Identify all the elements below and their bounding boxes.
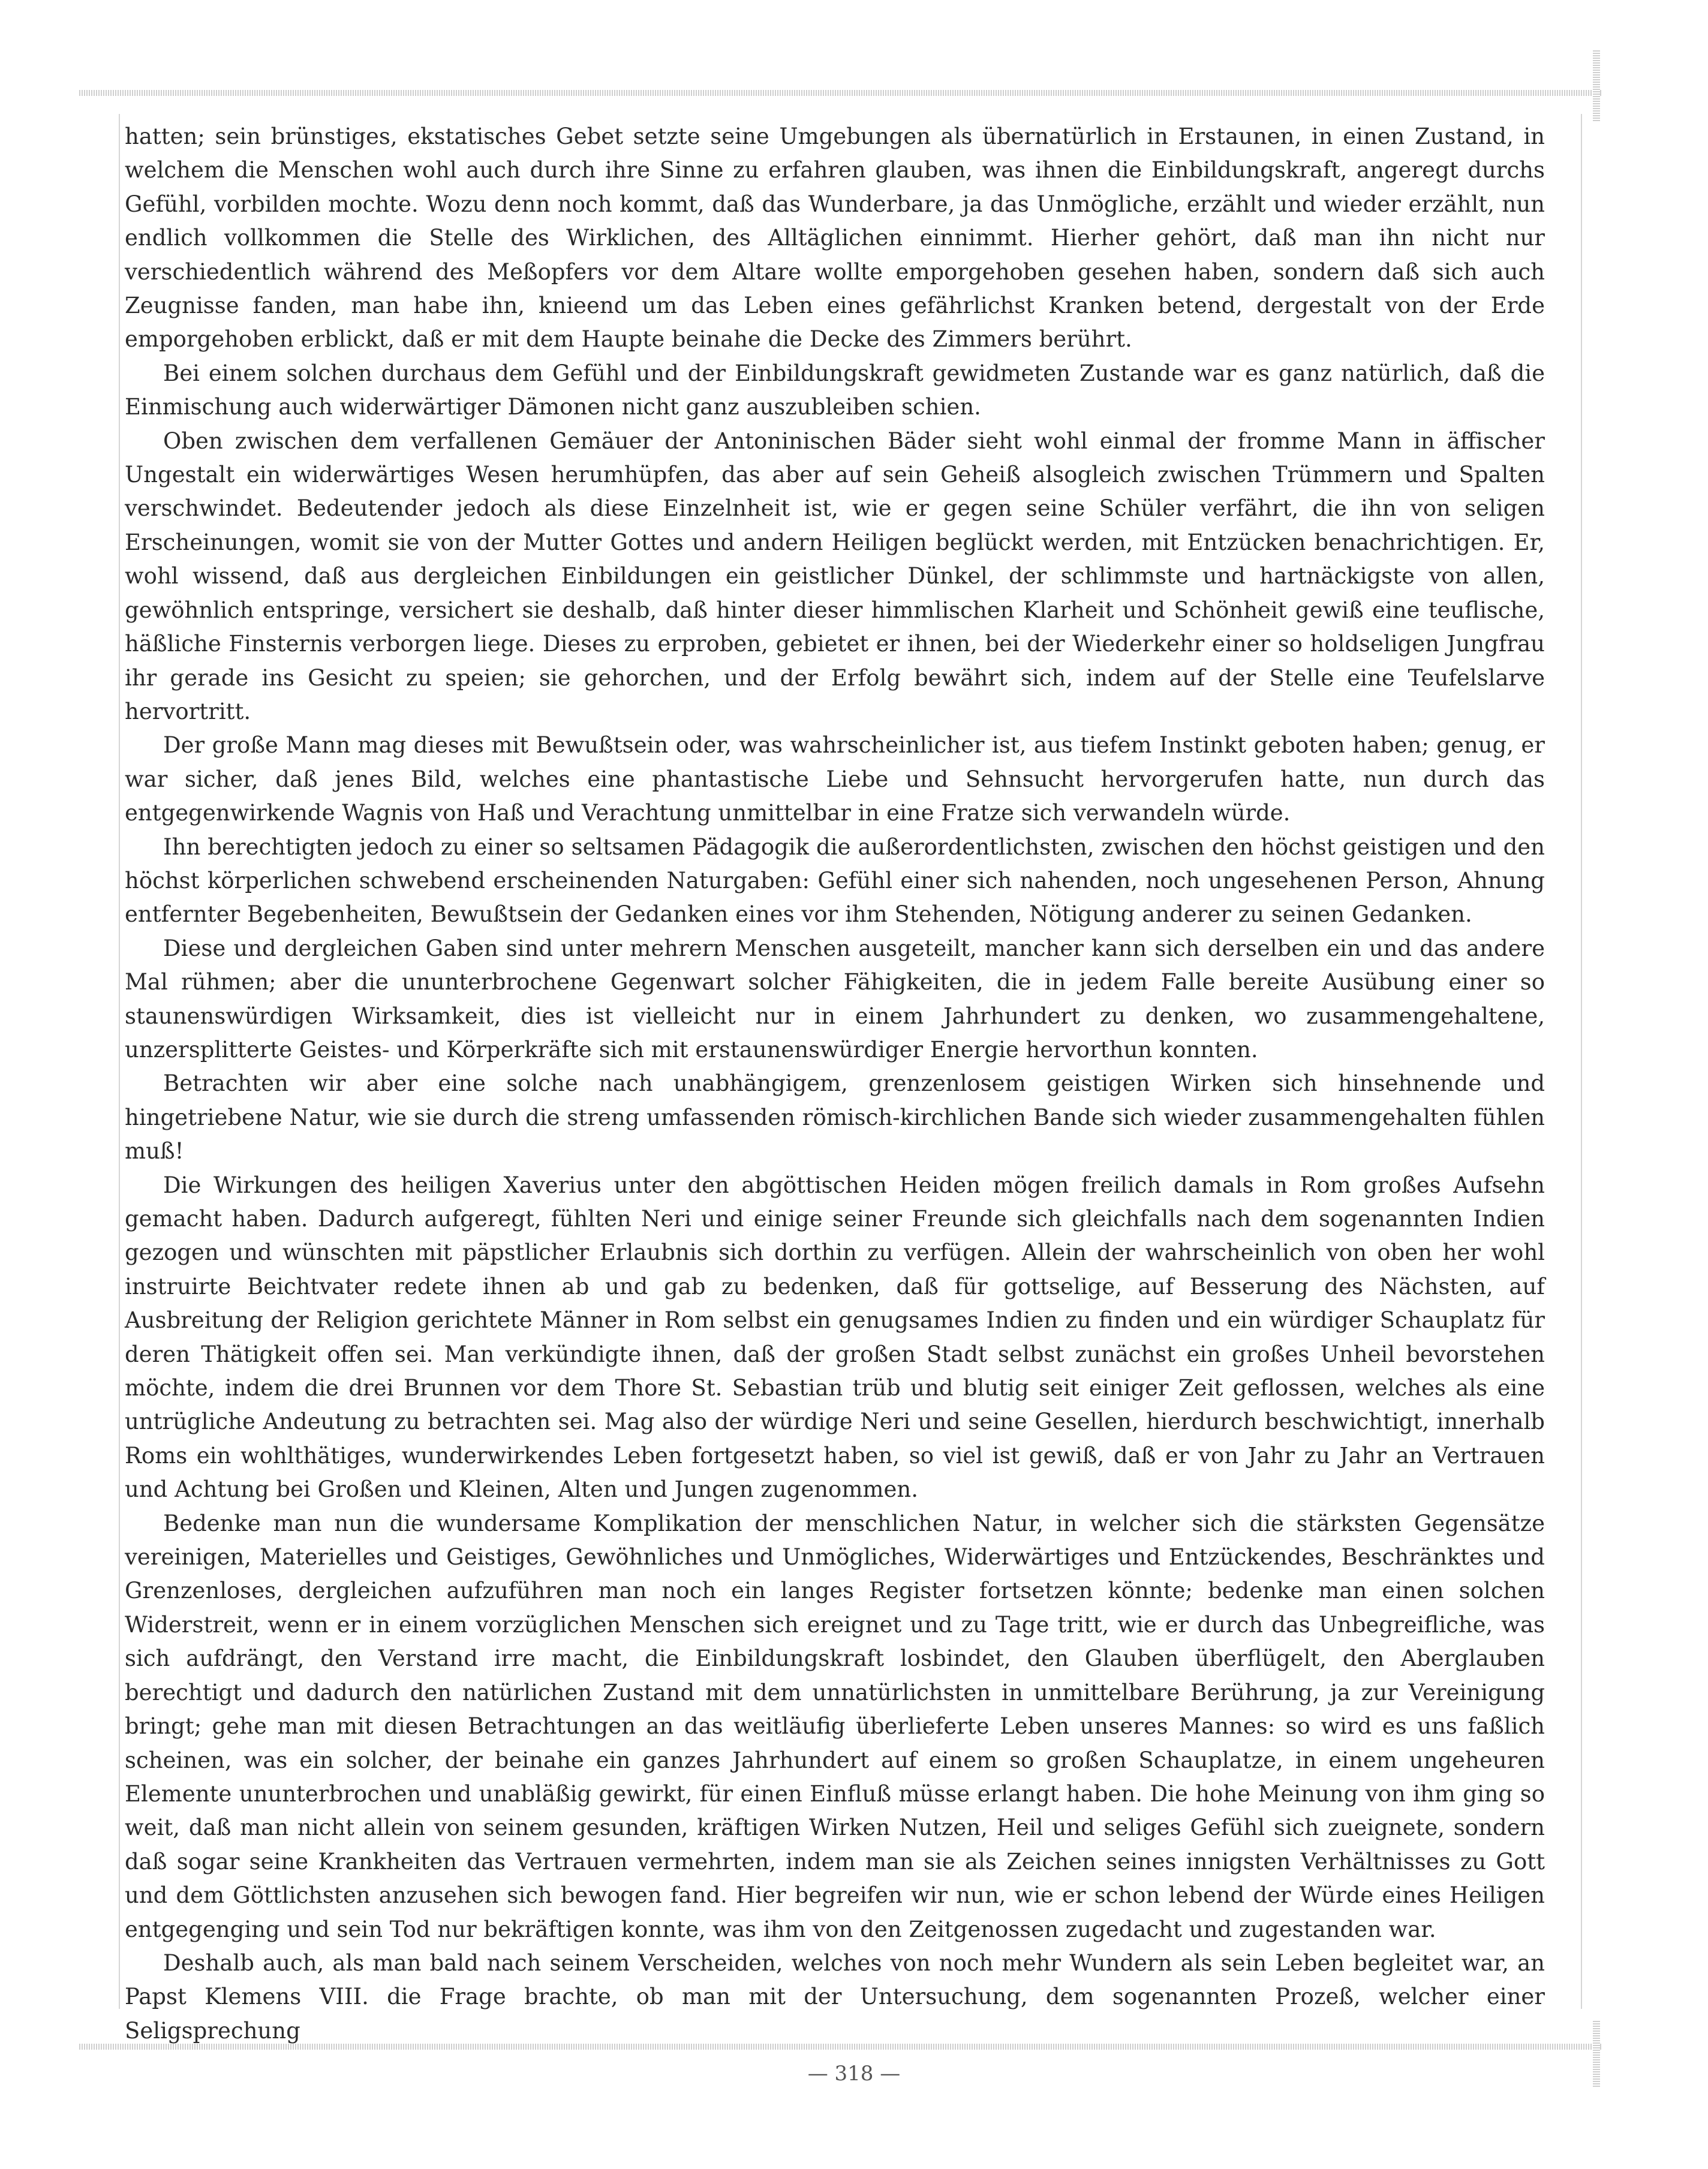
paragraph: Bei einem solchen durchaus dem Gefühl und der Einbildungskraft gewidmeten Zustande war es ganz natürlich, daß die Einmischung auch widerwärtiger Dämonen nicht ganz auszubleiben schien. — [125, 360, 1545, 420]
top-border-rule — [79, 90, 1602, 96]
right-border-line — [1581, 114, 1582, 2009]
paragraph: Betrachten wir aber eine solche nach unabhängigem, grenzenlosem geistigen Wirken sich hinsehnende und hingetriebene Natur, wie sie durch die streng umfassenden römisch-kirchlichen Bande sich wieder zusammengehalten fühlen muß! — [125, 1070, 1545, 1165]
paragraph: Diese und dergleichen Gaben sind unter mehrern Menschen ausgeteilt, mancher kann sich derselben ein und das andere Mal rühmen; aber die ununterbrochene Gegenwart solcher Fähigkeiten, die in jedem Falle bereite Ausübung einer so staunenswürdigen Wirksamkeit, dies ist vielleicht nur in einem Jahrhundert zu denken, wo zusammengehaltene, unzersplitterte Geistes- und Körperkräfte sich mit erstaunenswürdiger Energie hervorthun konnten. — [125, 935, 1545, 1063]
right-border-rule-top — [1593, 49, 1600, 121]
paragraph: Deshalb auch, als man bald nach seinem Verscheiden, welches von noch mehr Wundern als sein Leben begleitet war, an Papst Klemens VIII. die Frage brachte, ob man mit der Untersuchung, dem sogenannten Prozeß, welcher einer Seligsprechung — [125, 1950, 1545, 2044]
paragraph: hatten; sein brünstiges, ekstatisches Gebet setzte seine Umgebungen als übernatürlich in Erstaunen, in einen Zustand, in welchem die Menschen wohl auch durch ihre Sinne zu erfahren glauben, was ihnen die Einbildungskraft, angeregt durchs Gefühl, vorbilden mochte. Wozu denn noch kommt, daß das Wunderbare, ja das Unmögliche, erzählt und wieder erzählt, nun endlich vollkommen die Stelle des Wirklichen, des Alltäglichen einnimmt. Hierher gehört, daß man ihn nicht nur verschiedentlich während des Meßopfers vor dem Altare wollte emporgehoben gesehen haben, sondern daß sich auch Zeugnisse fanden, man habe ihn, knieend um das Leben eines gefährlichst Kranken betend, dergestalt von der Erde emporgehoben erblickt, daß er mit dem Haupte beinahe die Decke des Zimmers berührt. — [125, 124, 1545, 353]
page-body-text — [125, 120, 1545, 2044]
paragraph: Oben zwischen dem verfallenen Gemäuer der Antoninischen Bäder sieht wohl einmal der fromme Mann in äffischer Ungestalt ein widerwärtiges Wesen herumhüpfen, das aber auf sein Geheiß alsogleich zwischen Trümmern und Spalten verschwindet. Bedeutender jedoch als diese Einzelnheit ist, wie er gegen seine Schüler verfährt, die ihn von seligen Erscheinungen, womit sie von der Mutter Gottes und andern Heiligen beglückt werden, mit Entzücken benachrichtigen. Er, wohl wissend, daß aus dergleichen Einbildungen ein geistlicher Dünkel, der schlimmste und hartnäckigste von allen, gewöhnlich entspringe, versichert sie deshalb, daß hinter dieser himmlischen Klarheit und Schönheit gewiß eine teuflische, häßliche Finsternis verborgen liege. Dieses zu erproben, gebietet er ihnen, bei der Wiederkehr einer so holdseligen Jungfrau ihr gerade ins Gesicht zu speien; sie gehorchen, und der Erfolg bewährt sich, indem auf der Stelle eine Teufelslarve hervortritt. — [125, 428, 1545, 724]
paragraph: Der große Mann mag dieses mit Bewußtsein oder, was wahrscheinlicher ist, aus tiefem Instinkt geboten haben; genug, er war sicher, daß jenes Bild, welches eine phantastische Liebe und Sehnsucht hervorgerufen hatte, nun durch das entgegenwirkende Wagnis von Haß und Verachtung unmittelbar in eine Fratze sich verwandeln würde. — [125, 732, 1545, 826]
paragraph: Bedenke man nun die wundersame Komplikation der menschlichen Natur, in welcher sich die stärksten Gegensätze vereinigen, Materielles und Geistiges, Gewöhnliches und Unmögliches, Widerwärtiges und Entzückendes, Beschränktes und Grenzenloses, dergleichen aufzuführen man noch ein langes Register fortsetzen könnte; bedenke man einen solchen Widerstreit, wenn er in einem vorzüglichen Menschen sich ereignet und zu Tage tritt, wie er durch das Unbegreifliche, was sich aufdrängt, den Verstand irre macht, die Einbildungskraft losbindet, den Glauben überflügelt, den Aberglauben berechtigt und dadurch den natürlichen Zustand mit dem unnatürlichsten in unmittelbare Berührung, ja zur Vereinigung bringt; gehe man mit diesen Betrachtungen an das weitläufig überlieferte Leben unseres Mannes: so wird es uns faßlich scheinen, was ein solcher, der beinahe ein ganzes Jahrhundert auf einem so großen Schauplatze, in einem ungeheuren Elemente ununterbrochen und unabläßig gewirkt, für einen Einfluß müsse erlangt haben. Die hohe Meinung von ihm ging so weit, daß man nicht allein von seinem gesunden, kräftigen Wirken Nutzen, Heil und seliges Gefühl sich zueignete, sondern daß sogar seine Krankheiten das Vertrauen vermehrten, indem man sie als Zeichen seines innigsten Verhältnisses zu Gott und dem Göttlichsten anzusehen sich bewogen fand. Hier begreifen wir nun, wie er schon lebend der Würde eines Heiligen entgegenging und sein Tod nur bekräftigen konnte, was ihm von den Zeitgenossen zugedacht und zugestanden war. — [125, 1510, 1545, 1942]
paragraph: Ihn berechtigten jedoch zu einer so seltsamen Pädagogik die außerordentlichsten, zwischen den höchst geistigen und den höchst körperlichen schwebend erscheinenden Naturgaben: Gefühl einer sich nahenden, noch ungesehenen Person, Ahnung entfernter Begebenheiten, Bewußtsein der Gedanken eines vor ihm Stehenden, Nötigung anderer zu seinen Gedanken. — [125, 834, 1545, 928]
paragraph: Die Wirkungen des heiligen Xaverius unter den abgöttischen Heiden mögen freilich damals in Rom großes Aufsehn gemacht haben. Dadurch aufgeregt, fühlten Neri und einige seiner Freunde sich gleichfalls nach dem sogenannten Indien gezogen und wünschten mit päpstlicher Erlaubnis sich dorthin zu verfügen. Allein der wahrscheinlich von oben her wohl instruirte Beichtvater redete ihnen ab und gab zu bedenken, daß für gottselige, auf Besserung des Nächsten, auf Ausbreitung der Religion gerichtete Männer in Rom selbst ein genugsames Indien zu finden und ein würdiger Schauplatz für deren Thätigkeit offen sei. Man verkündigte ihnen, daß der großen Stadt selbst zunächst ein großes Unheil bevorstehen möchte, indem die drei Brunnen vor dem Thore St. Sebastian trüb und blutig seit einiger Zeit geflossen, welches als eine untrügliche Andeutung zu betrachten sei. Mag also der würdige Neri und seine Gesellen, hierdurch beschwichtigt, innerhalb Roms ein wohlthätiges, wunderwirkendes Leben fortgesetzt haben, so viel ist gewiß, daß er von Jahr zu Jahr an Vertrauen und Achtung bei Großen und Kleinen, Alten und Jungen zugenommen. — [125, 1172, 1545, 1503]
left-border-line — [119, 114, 120, 2009]
page-number: — 318 — — [807, 2062, 901, 2086]
